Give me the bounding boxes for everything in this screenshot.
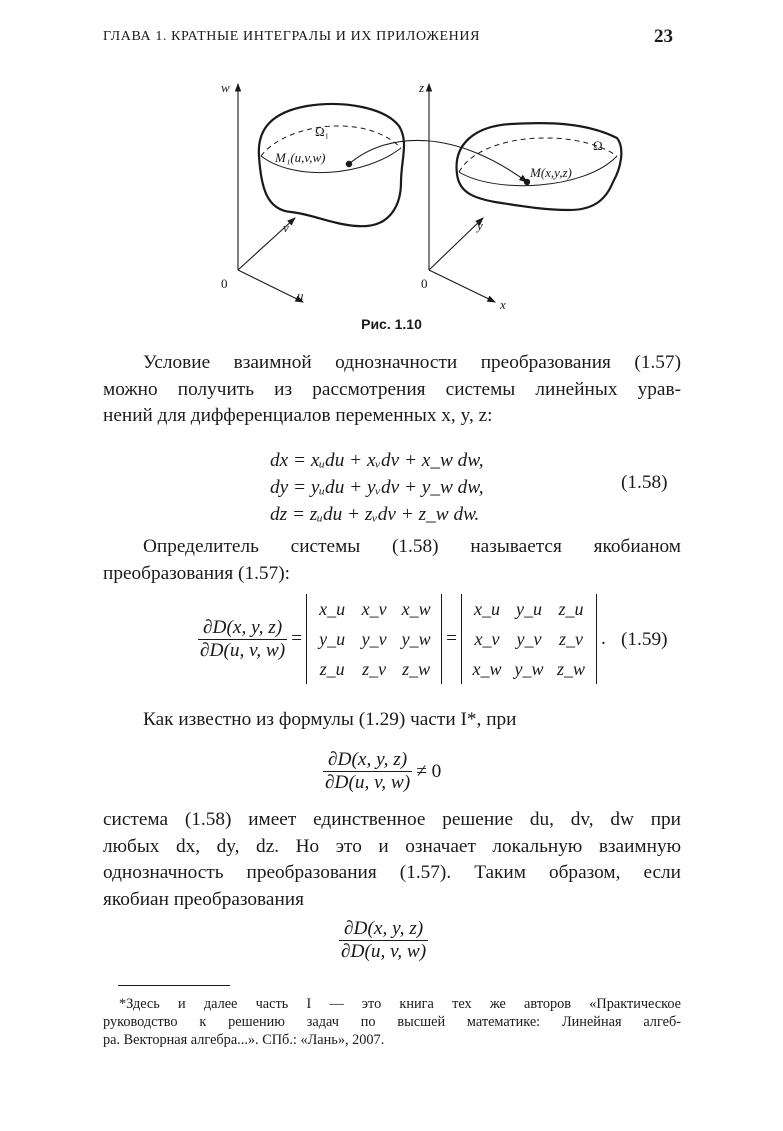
det1-cell: z_w bbox=[402, 658, 431, 679]
left-point bbox=[346, 161, 352, 167]
paragraph-1 bbox=[103, 350, 681, 430]
paragraph-4 bbox=[103, 807, 681, 913]
equation-number-1-58: (1.58) bbox=[621, 472, 668, 493]
para4-line-1: система (1.58) имеет единственное решение du, dv, dw при bbox=[103, 809, 681, 830]
jacobian-fraction-2 bbox=[323, 749, 412, 794]
para2-line-1: Определитель системы (1.58) называется якобианом bbox=[143, 536, 681, 557]
jacobian-final bbox=[339, 918, 428, 963]
page-number: 23 bbox=[654, 26, 673, 47]
para1-line-2: можно получить из рассмотрения системы линейных урав- bbox=[103, 378, 681, 400]
figure-caption: Рис. 1.10 bbox=[361, 316, 422, 332]
para4-line-2: любых dx, dy, dz. Но это и означает локальную взаимную bbox=[103, 835, 681, 857]
det2-cell: x_u bbox=[473, 598, 500, 619]
footnote-line-1: *Здесь и далее часть I — это книга тех же авторов «Практическое bbox=[119, 996, 681, 1012]
left-v-label: v bbox=[283, 220, 289, 235]
footnote-line-3: ра. Векторная алгебра...». СПб.: «Лань», 2007. bbox=[103, 1032, 385, 1048]
right-origin-label: 0 bbox=[421, 276, 428, 291]
jacobian-denominator: ∂D(u, v, w) bbox=[200, 639, 286, 661]
equals-sign-2: = bbox=[446, 628, 457, 649]
equation-number-1-59: (1.59) bbox=[621, 629, 668, 650]
left-point-label: M₁(u,v,w) bbox=[275, 150, 326, 165]
para1-line-3: нений для дифференциалов переменных x, y, z: bbox=[103, 405, 493, 426]
det2-cell: z_v bbox=[558, 628, 583, 649]
det2-cell: x_v bbox=[474, 628, 500, 649]
left-u-label: u bbox=[297, 288, 304, 303]
footnote-rule bbox=[118, 985, 230, 986]
period: . bbox=[600, 628, 606, 649]
figure-mapping-diagram bbox=[195, 78, 625, 310]
left-w-label: w bbox=[221, 80, 230, 95]
not-equal-zero: ≠ 0 bbox=[416, 760, 442, 782]
left-region-label: Ω₁ bbox=[315, 124, 330, 139]
det1-cell: y_w bbox=[401, 628, 431, 649]
left-origin-label: 0 bbox=[221, 276, 228, 291]
det1-cell: y_v bbox=[361, 628, 387, 649]
jacobian-numerator: ∂D(x, y, z) bbox=[198, 617, 287, 640]
jacobian-numerator-2: ∂D(x, y, z) bbox=[323, 749, 412, 772]
para4-line-3: однозначность преобразования (1.57). Таким образом, если bbox=[103, 862, 681, 883]
det2-cell: y_w bbox=[514, 658, 544, 679]
determinant-1 bbox=[306, 594, 442, 684]
right-region-label: Ω bbox=[593, 138, 603, 153]
det1-cell: x_w bbox=[401, 598, 431, 619]
det2-cell: x_w bbox=[472, 658, 502, 679]
para1-line-1: Условие взаимной однозначности преобразования (1.57) bbox=[143, 352, 681, 373]
para2-line-2: преобразования (1.57): bbox=[103, 562, 290, 584]
jacobian-denominator-2: ∂D(u, v, w) bbox=[325, 772, 411, 793]
jacobian-denominator-3: ∂D(u, v, w) bbox=[341, 941, 427, 962]
det2-cell: y_u bbox=[515, 598, 542, 619]
det2-cell: z_u bbox=[558, 598, 584, 619]
para3-line-1: Как известно из формулы (1.29) части I*, при bbox=[143, 709, 517, 730]
left-region-outline bbox=[259, 104, 404, 226]
equation-system-1-58 bbox=[270, 447, 484, 528]
right-x-label: x bbox=[500, 297, 506, 310]
det1-cell: x_u bbox=[319, 598, 346, 619]
eq-line-dy: dy = yᵤdu + yᵥdv + y_w dw, bbox=[270, 477, 484, 498]
right-z-label: z bbox=[419, 80, 425, 95]
paragraph-3 bbox=[103, 707, 681, 734]
det2-cell: z_w bbox=[556, 658, 585, 679]
jacobian-numerator-3: ∂D(x, y, z) bbox=[339, 918, 428, 941]
footnote bbox=[103, 995, 681, 1049]
det1-cell: y_u bbox=[319, 628, 346, 649]
det1-cell: z_v bbox=[362, 658, 387, 679]
mapping-arrow bbox=[349, 140, 527, 182]
jacobian-fraction-3 bbox=[339, 918, 428, 963]
equals-sign-1: = bbox=[291, 628, 303, 649]
eq-line-dz: dz = zᵤdu + zᵥdv + z_w dw. bbox=[270, 504, 480, 525]
paragraph-2 bbox=[103, 534, 681, 587]
det2-cell: y_v bbox=[516, 628, 542, 649]
right-y-label: y bbox=[477, 218, 483, 233]
jacobian-nonzero bbox=[323, 749, 441, 794]
para4-line-4: якобиан преобразования bbox=[103, 888, 304, 910]
determinant-2 bbox=[461, 594, 597, 684]
footnote-line-2: руководство к решению задач по высшей математике: Линейная алгеб- bbox=[103, 1014, 681, 1030]
running-header: ГЛАВА 1. КРАТНЫЕ ИНТЕГРАЛЫ И ИХ ПРИЛОЖЕНИЯ bbox=[103, 29, 481, 44]
eq-line-dx: dx = xᵤdu + xᵥdv + x_w dw, bbox=[270, 450, 484, 471]
right-x-axis bbox=[429, 270, 495, 302]
left-u-axis bbox=[238, 270, 303, 302]
jacobian-equation-1-59 bbox=[198, 594, 606, 684]
det1-cell: z_u bbox=[319, 658, 345, 679]
right-y-axis bbox=[429, 218, 483, 270]
jacobian-fraction bbox=[198, 617, 287, 662]
right-point-label: M(x,y,z) bbox=[530, 165, 572, 180]
det1-cell: x_v bbox=[361, 598, 387, 619]
